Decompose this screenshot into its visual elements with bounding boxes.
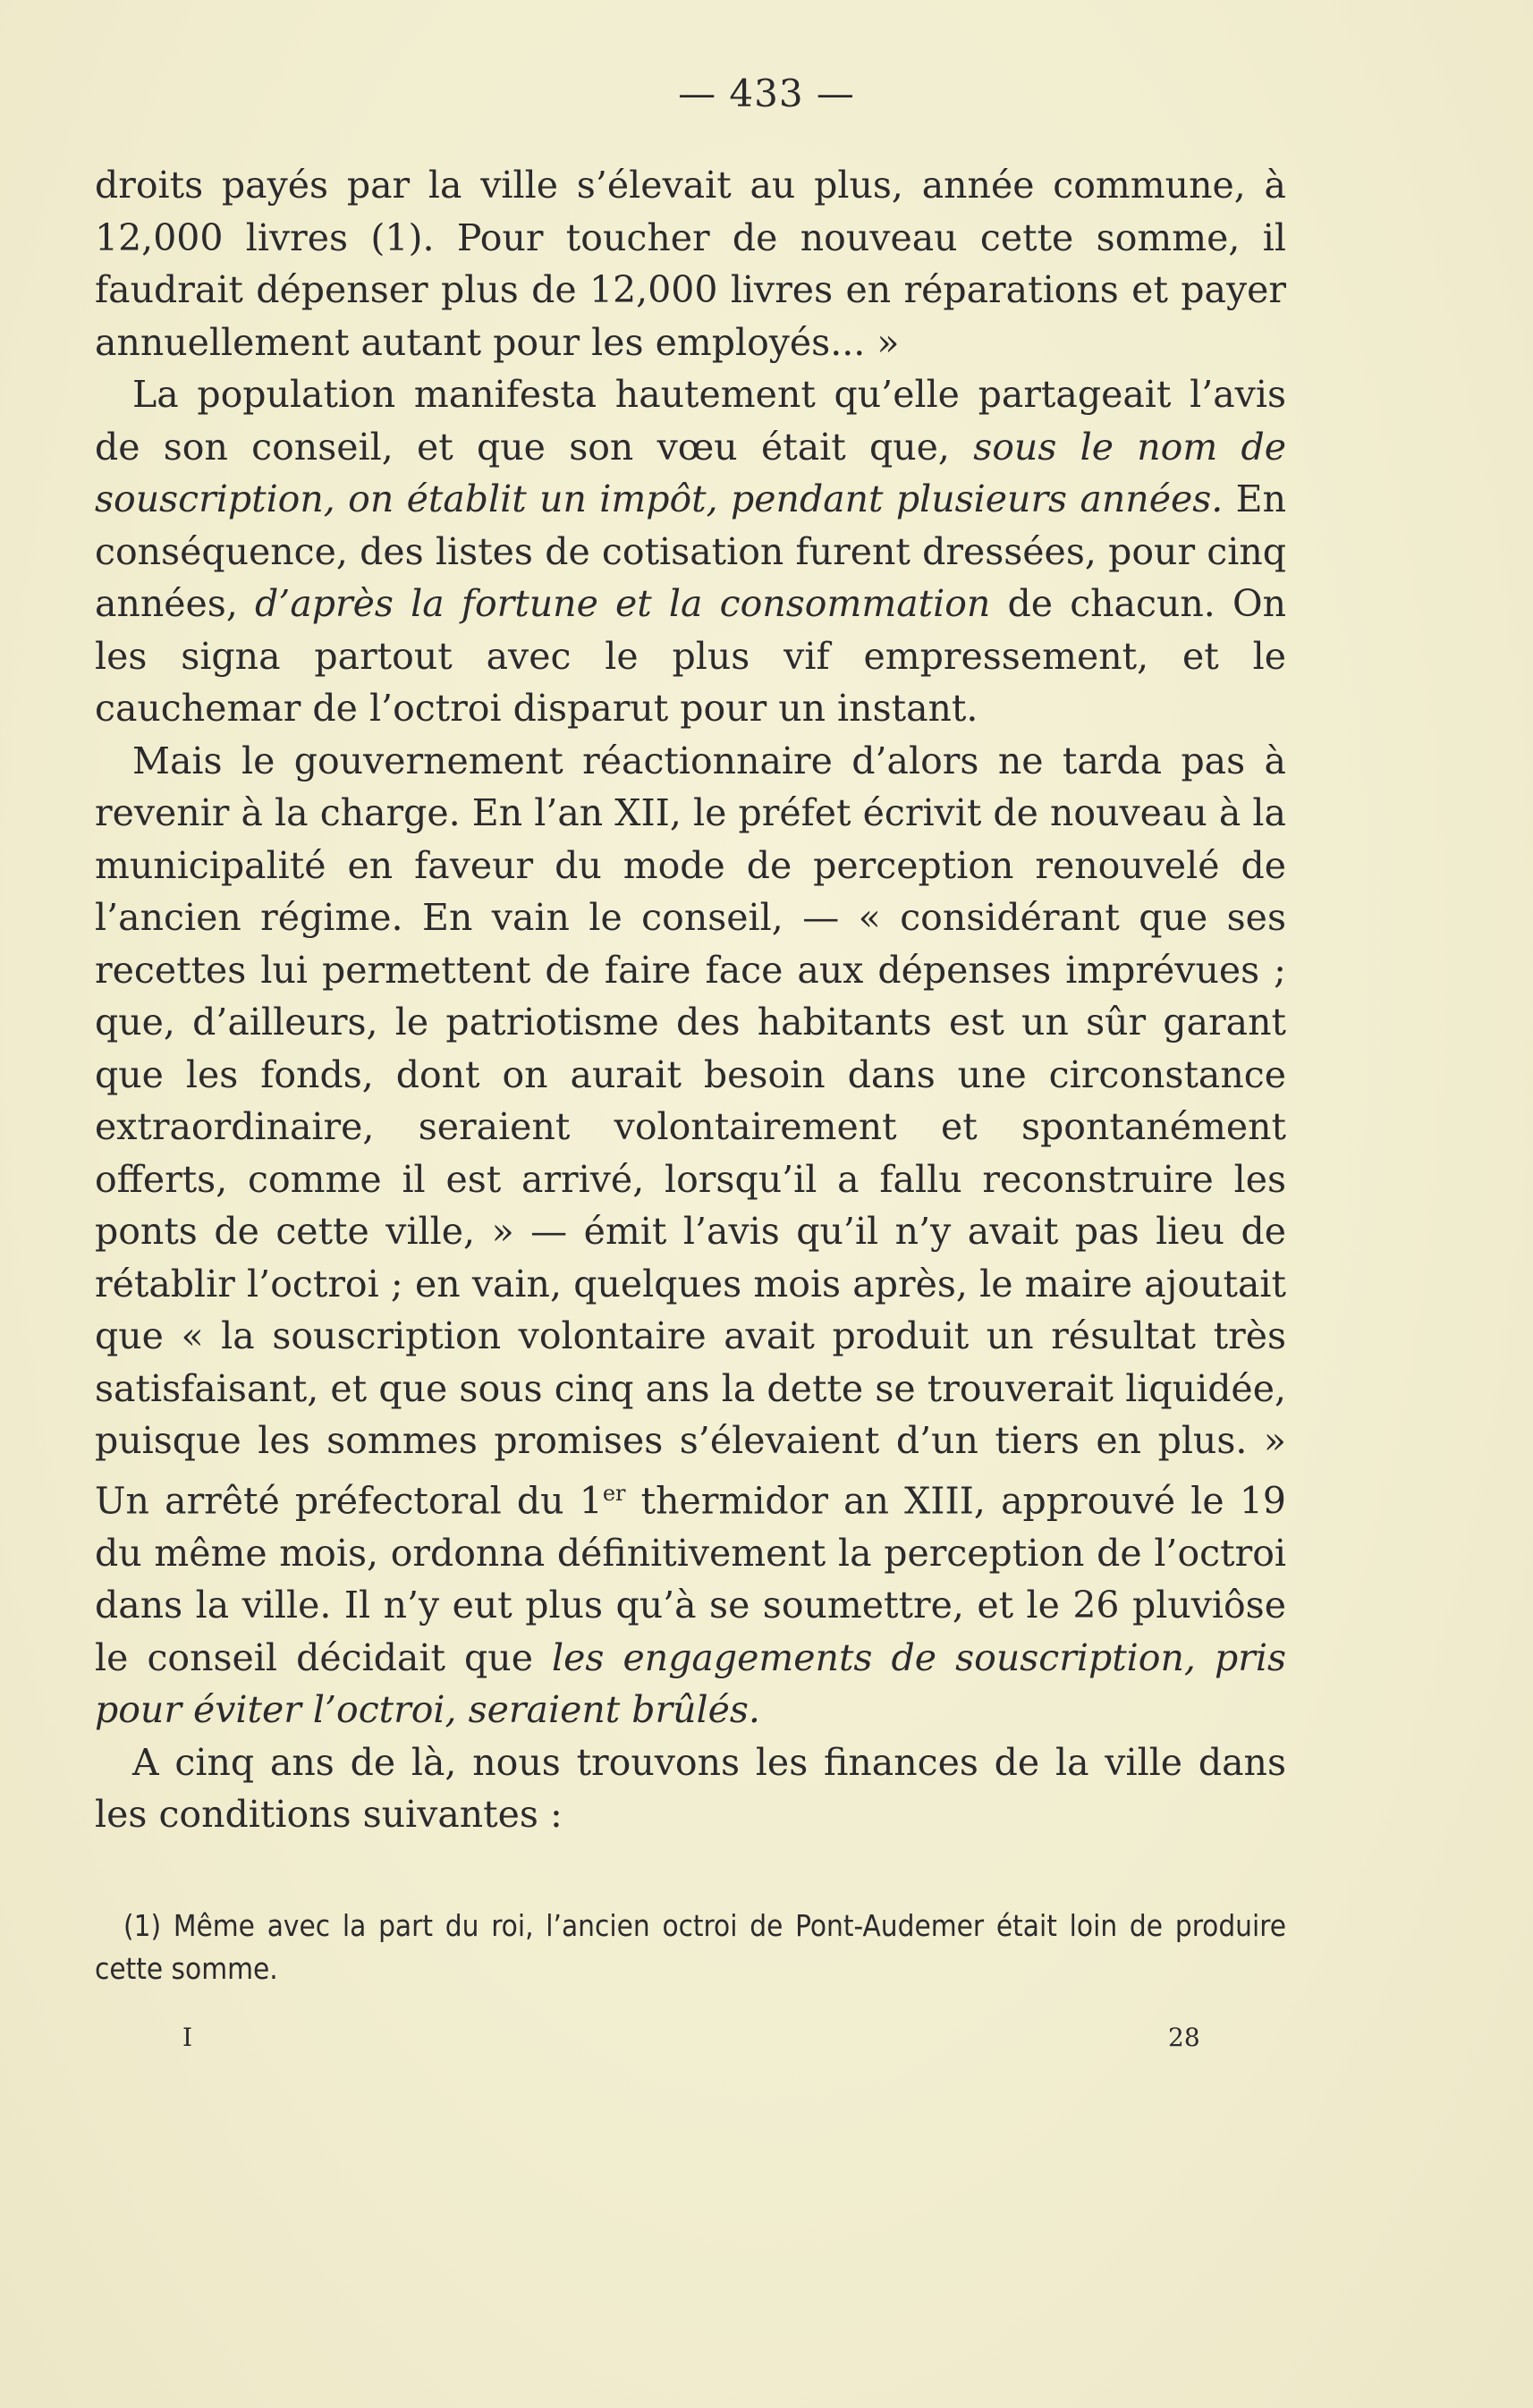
- paragraph-2-italic-a: sous le nom de souscription, on établit un impôt, pendant plusieurs années.: [95, 425, 1287, 520]
- paragraph-1: [95, 159, 1286, 368]
- paragraph-3-text-a: Mais le gouvernement réactionnaire d’alors ne tarda pas à revenir à la charge. En l’an XII, le préfet écrivit de nouveau à la municipalité en faveur du mode de perception renouvelé de l’ancien régime. En vain le conseil, — « considérant que ses recettes lui permettent de faire face aux dépenses imprévues ; que, d’ailleurs, le patriotisme des habitants est un sûr garant que les fonds, dont on aurait besoin dans une circonstance extraordinaire, seraient volontairement et spontanément offerts, comme il est arrivé, lorsqu’il a fallu reconstruire les ponts de cette ville, » — émit l’avis qu’il n’y avait pas lieu de rétablir l’octroi ; en vain, quelques mois après, le maire ajoutait que « la souscription volontaire avait produit un résultat très satisfaisant, et que sous cinq ans la dette se trouverait liquidée, puisque les sommes promises s’élevaient d’un tiers en plus. » Un arrêté préfectoral du 1: [95, 739, 1286, 1523]
- paragraph-3-superscript: er: [602, 1480, 626, 1506]
- body-text: [95, 159, 1286, 1841]
- paragraph-2: [95, 368, 1286, 735]
- paragraph-3-text-b: thermidor an XIII, approuvé le 19 du même mois, ordonna définitivement la perception de l’octroi dans la ville. Il n’y eut plus qu’à se soumettre, et le 26 pluviôse le conseil décidait que: [95, 1479, 1286, 1679]
- paragraph-4: [95, 1736, 1286, 1841]
- paragraph-4-text: A cinq ans de là, nous trouvons les finances de la ville dans les conditions suivantes :: [95, 1740, 1286, 1837]
- footnote-text: (1) Même avec la part du roi, l’ancien octroi de Pont-Audemer était loin de produire cette somme.: [95, 1908, 1286, 1986]
- paragraph-3-italic: les engagements de souscription, pris pour éviter l’octroi, seraient brûlés.: [95, 1635, 1286, 1732]
- paragraph-1-text: droits payés par la ville s’élevait au plus, année commune, à 12,000 livres (1). Pour toucher de nouveau cette somme, il faudrait dépenser plus de 12,000 livres en réparations et payer annuellement autant pour les employés... »: [95, 164, 1286, 364]
- footnote: [95, 1905, 1286, 1990]
- paragraph-3: [95, 735, 1286, 1736]
- paragraph-2-text-b: En conséquence, des listes de cotisation furent dressées, pour cinq années,: [95, 477, 1287, 625]
- page-number: — 433 —: [678, 72, 855, 115]
- paragraph-2-italic-b: d’après la fortune et la consommation: [255, 582, 991, 625]
- signature-mark-right: 28: [1168, 2023, 1200, 2052]
- paragraph-2-text-a: La population manifesta hautement qu’elle partageait l’avis de son conseil, et que son vœu était que,: [95, 373, 1286, 469]
- paragraph-2-text-c: de chacun. On les signa partout avec le plus vif empressement, et le cauchemar de l’octroi disparut pour un instant.: [95, 582, 1287, 730]
- signature-mark-left: I: [182, 2023, 193, 2052]
